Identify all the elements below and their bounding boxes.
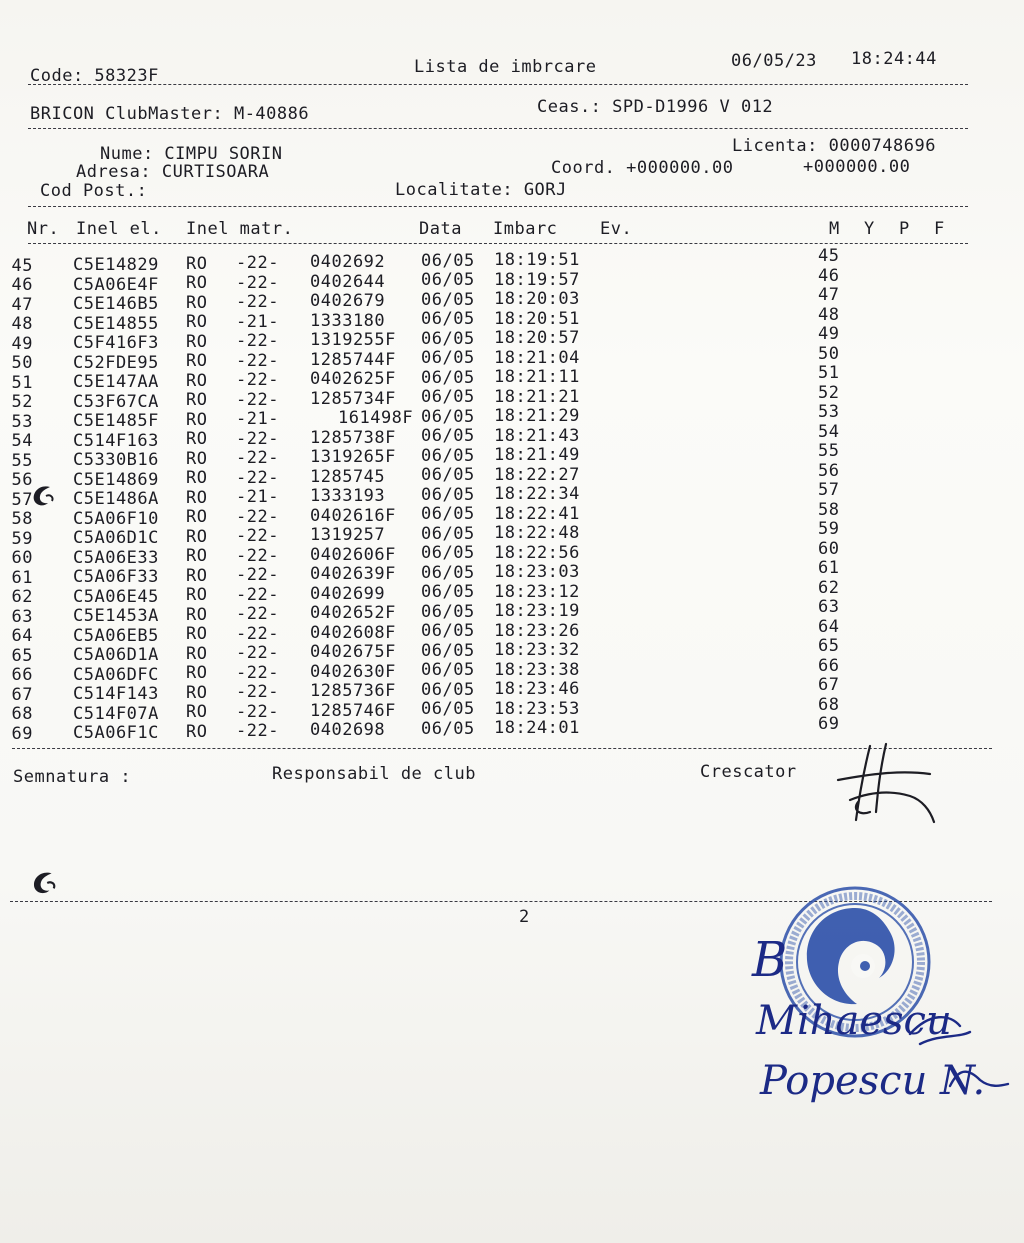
- row-number: 47: [11, 294, 33, 315]
- country-code: RO: [186, 351, 208, 372]
- electronic-ring: C514F163: [73, 430, 159, 451]
- coordinates-label: Coord. +000000.00: [551, 158, 734, 178]
- clock-date: 06/05: [421, 640, 475, 661]
- license-number: Licenta: 0000748696: [732, 136, 936, 156]
- breeder-label: Crescator: [700, 762, 797, 782]
- position-m: 47: [818, 285, 840, 306]
- clock-time: 18:23:03: [494, 562, 580, 583]
- country-code: RO: [186, 390, 208, 411]
- registration-ring: 0402606F: [310, 544, 396, 565]
- clock-date: 06/05: [421, 504, 475, 525]
- row-number: 62: [11, 587, 33, 608]
- clock-time: 18:22:27: [494, 464, 580, 485]
- registration-ring: 1319257: [310, 525, 386, 546]
- page-number: 2: [519, 907, 530, 927]
- club-label: BRICON ClubMaster: M-40886: [30, 104, 310, 124]
- column-header-m: M: [829, 219, 840, 239]
- row-number: 53: [11, 411, 33, 432]
- clock-date: 06/05: [421, 348, 475, 369]
- position-m: 53: [818, 402, 840, 423]
- clock-time: 18:21:49: [494, 445, 580, 466]
- clock-date: 06/05: [421, 328, 475, 349]
- row-number: 61: [11, 567, 33, 588]
- clock-date: 06/05: [421, 406, 475, 427]
- clock-time: 18:22:56: [494, 542, 580, 563]
- clock-date: 06/05: [421, 309, 475, 330]
- clock-time: 18:24:01: [494, 718, 580, 739]
- divider: [28, 243, 968, 244]
- position-m: 48: [818, 304, 840, 325]
- row-number: 60: [11, 548, 33, 569]
- country-code: RO: [186, 565, 208, 586]
- row-number: 68: [11, 704, 33, 725]
- divider: [28, 84, 968, 85]
- handwritten-name-2: Popescu N.: [760, 1058, 986, 1104]
- position-m: 49: [818, 324, 840, 345]
- position-m: 56: [818, 460, 840, 481]
- electronic-ring: C5E14869: [73, 469, 159, 490]
- row-number: 46: [11, 275, 33, 296]
- club-logo-icon: [30, 870, 58, 896]
- position-m: 62: [818, 577, 840, 598]
- registration-ring: 0402692: [310, 252, 386, 273]
- clock-time: 18:22:48: [494, 523, 580, 544]
- clock-date: 06/05: [421, 601, 475, 622]
- country-code: RO: [186, 370, 208, 391]
- country-code: RO: [186, 643, 208, 664]
- electronic-ring: C514F07A: [73, 703, 159, 724]
- electronic-ring: C5E14855: [73, 313, 159, 334]
- electronic-ring: C514F143: [73, 684, 159, 705]
- column-header-imbarc: Imbarc: [493, 219, 558, 239]
- clock-time: 18:21:43: [494, 425, 580, 446]
- electronic-ring: C5E146B5: [73, 294, 159, 315]
- row-number: 56: [11, 470, 33, 491]
- ring-year: -22-: [236, 682, 279, 703]
- position-m: 51: [818, 363, 840, 384]
- ring-year: -22-: [236, 253, 279, 274]
- handwritten-name-1: Mihaescu: [756, 998, 952, 1044]
- divider: [28, 206, 968, 207]
- clock-time: 18:23:19: [494, 601, 580, 622]
- ring-year: -22-: [236, 701, 279, 722]
- country-code: RO: [186, 312, 208, 333]
- clock-date: 06/05: [421, 445, 475, 466]
- ring-year: -22-: [236, 545, 279, 566]
- electronic-ring: C5A06E45: [73, 586, 159, 607]
- ring-year: -22-: [236, 331, 279, 352]
- clock-time: 18:21:29: [494, 406, 580, 427]
- clock-date: 06/05: [421, 426, 475, 447]
- clock-time: 18:20:57: [494, 328, 580, 349]
- divider: [28, 128, 968, 129]
- position-m: 67: [818, 675, 840, 696]
- clock-label: Ceas.: SPD-D1996 V 012: [537, 97, 774, 117]
- position-m: 66: [818, 655, 840, 676]
- clock-time: 18:21:11: [494, 367, 580, 388]
- ring-year: -22-: [236, 623, 279, 644]
- column-header-data: Data: [419, 219, 462, 239]
- electronic-ring: C52FDE95: [73, 352, 159, 373]
- clock-date: 06/05: [421, 582, 475, 603]
- club-logo-icon: [30, 484, 56, 508]
- row-number: 45: [11, 255, 33, 276]
- electronic-ring: C5330B16: [73, 450, 159, 471]
- ring-year: -22-: [236, 643, 279, 664]
- column-header-f: F: [934, 219, 945, 239]
- row-number: 48: [11, 314, 33, 335]
- ring-year: -22-: [236, 272, 279, 293]
- clock-date: 06/05: [421, 484, 475, 505]
- clock-date: 06/05: [421, 679, 475, 700]
- registration-ring: 0402616F: [310, 505, 396, 526]
- ring-year: -22-: [236, 467, 279, 488]
- clock-time: 18:21:21: [494, 386, 580, 407]
- position-m: 69: [818, 714, 840, 735]
- row-number: 67: [11, 684, 33, 705]
- clock-time: 18:20:03: [494, 289, 580, 310]
- row-number: 49: [11, 333, 33, 354]
- position-m: 59: [818, 519, 840, 540]
- signature-label: Semnatura :: [13, 767, 132, 787]
- electronic-ring: C5A06E4F: [73, 274, 159, 295]
- owner-address: Adresa: CURTISOARA: [76, 162, 270, 182]
- ring-year: -22-: [236, 526, 279, 547]
- registration-ring: 1319265F: [310, 447, 396, 468]
- clock-date: 06/05: [421, 270, 475, 291]
- clock-date: 06/05: [421, 621, 475, 642]
- handwritten-initial: B: [752, 932, 788, 988]
- code-label: Code: 58323F: [30, 66, 159, 86]
- country-code: RO: [186, 604, 208, 625]
- owner-name: Nume: CIMPU SORIN: [100, 144, 283, 164]
- column-header-ev: Ev.: [600, 219, 633, 239]
- position-m: 64: [818, 616, 840, 637]
- print-date: 06/05/23: [731, 51, 817, 71]
- row-number: 52: [11, 392, 33, 413]
- registration-ring: 161498F: [338, 408, 414, 429]
- clock-date: 06/05: [421, 562, 475, 583]
- locality-label: Localitate: GORJ: [395, 180, 567, 200]
- country-code: RO: [186, 292, 208, 313]
- clock-date: 06/05: [421, 387, 475, 408]
- registration-ring: 0402625F: [310, 369, 396, 390]
- clock-date: 06/05: [421, 660, 475, 681]
- registration-ring: 1285746F: [310, 700, 396, 721]
- electronic-ring: C53F67CA: [73, 391, 159, 412]
- breeder-signature: [830, 740, 950, 830]
- registration-ring: 0402675F: [310, 642, 396, 663]
- ring-year: -22-: [236, 428, 279, 449]
- clock-time: 18:23:12: [494, 581, 580, 602]
- position-m: 65: [818, 636, 840, 657]
- ring-year: -22-: [236, 506, 279, 527]
- position-m: 57: [818, 480, 840, 501]
- row-number: 63: [11, 606, 33, 627]
- country-code: RO: [186, 331, 208, 352]
- clock-date: 06/05: [421, 367, 475, 388]
- clock-date: 06/05: [421, 465, 475, 486]
- clock-time: 18:20:51: [494, 308, 580, 329]
- ring-year: -21-: [236, 487, 279, 508]
- row-number: 64: [11, 626, 33, 647]
- position-m: 45: [818, 246, 840, 267]
- clock-time: 18:23:38: [494, 659, 580, 680]
- row-number: 57: [11, 489, 33, 510]
- clock-time: 18:23:46: [494, 679, 580, 700]
- row-number: 54: [11, 431, 33, 452]
- row-number: 55: [11, 450, 33, 471]
- registration-ring: 1319255F: [310, 330, 396, 351]
- registration-ring: 0402608F: [310, 622, 396, 643]
- position-m: 55: [818, 441, 840, 462]
- registration-ring: 1285738F: [310, 427, 396, 448]
- clock-time: 18:21:04: [494, 347, 580, 368]
- electronic-ring: C5E1485F: [73, 411, 159, 432]
- electronic-ring: C5E14829: [73, 255, 159, 276]
- country-code: RO: [186, 585, 208, 606]
- country-code: RO: [186, 721, 208, 742]
- country-code: RO: [186, 253, 208, 274]
- country-code: RO: [186, 273, 208, 294]
- electronic-ring: C5A06F1C: [73, 723, 159, 744]
- position-m: 52: [818, 382, 840, 403]
- electronic-ring: C5E1486A: [73, 489, 159, 510]
- position-m: 63: [818, 597, 840, 618]
- column-header-y: Y: [864, 219, 875, 239]
- clock-time: 18:19:57: [494, 269, 580, 290]
- country-code: RO: [186, 682, 208, 703]
- registration-ring: 0402699: [310, 583, 386, 604]
- electronic-ring: C5A06F33: [73, 567, 159, 588]
- registration-ring: 1285745: [310, 466, 386, 487]
- clock-time: 18:22:34: [494, 484, 580, 505]
- column-header-p: P: [899, 219, 910, 239]
- country-code: RO: [186, 663, 208, 684]
- row-number: 66: [11, 665, 33, 686]
- electronic-ring: C5A06E33: [73, 547, 159, 568]
- ring-year: -22-: [236, 350, 279, 371]
- coordinates-value: +000000.00: [803, 157, 911, 177]
- country-code: RO: [186, 468, 208, 489]
- electronic-ring: C5A06F10: [73, 508, 159, 529]
- position-m: 46: [818, 265, 840, 286]
- country-code: RO: [186, 702, 208, 723]
- document-title: Lista de imbrcare: [414, 57, 597, 77]
- clock-date: 06/05: [421, 250, 475, 271]
- clock-time: 18:23:26: [494, 620, 580, 641]
- clock-time: 18:19:51: [494, 250, 580, 271]
- registration-ring: 1333193: [310, 486, 386, 507]
- clock-time: 18:23:53: [494, 698, 580, 719]
- country-code: RO: [186, 429, 208, 450]
- column-header-nr: Nr.: [27, 219, 60, 239]
- registration-ring: 0402698: [310, 720, 386, 741]
- clock-date: 06/05: [421, 543, 475, 564]
- row-number: 58: [11, 509, 33, 530]
- column-header-inel-matr: Inel matr.: [186, 219, 294, 239]
- registration-ring: 1333180: [310, 310, 386, 331]
- ring-year: -22-: [236, 604, 279, 625]
- registration-ring: 0402679: [310, 291, 386, 312]
- clock-time: 18:22:41: [494, 503, 580, 524]
- ring-year: -22-: [236, 448, 279, 469]
- registration-ring: 1285736F: [310, 681, 396, 702]
- clock-date: 06/05: [421, 289, 475, 310]
- clock-date: 06/05: [421, 523, 475, 544]
- handwritten-flourish: [900, 1004, 1010, 1104]
- registration-ring: 0402630F: [310, 661, 396, 682]
- registration-ring: 0402652F: [310, 603, 396, 624]
- ring-year: -21-: [236, 311, 279, 332]
- position-m: 61: [818, 558, 840, 579]
- electronic-ring: C5A06D1A: [73, 645, 159, 666]
- ring-year: -22-: [236, 584, 279, 605]
- row-number: 65: [11, 645, 33, 666]
- country-code: RO: [186, 624, 208, 645]
- postal-code-label: Cod Post.:: [40, 181, 148, 201]
- country-code: RO: [186, 507, 208, 528]
- row-number: 59: [11, 528, 33, 549]
- electronic-ring: C5A06DFC: [73, 664, 159, 685]
- electronic-ring: C5F416F3: [73, 333, 159, 354]
- registration-ring: 0402644: [310, 271, 386, 292]
- registration-ring: 1285734F: [310, 388, 396, 409]
- electronic-ring: C5E1453A: [73, 606, 159, 627]
- country-code: RO: [186, 409, 208, 430]
- ring-year: -22-: [236, 292, 279, 313]
- position-m: 68: [818, 694, 840, 715]
- electronic-ring: C5A06D1C: [73, 528, 159, 549]
- country-code: RO: [186, 526, 208, 547]
- ring-year: -22-: [236, 389, 279, 410]
- clock-date: 06/05: [421, 718, 475, 739]
- registration-ring: 0402639F: [310, 564, 396, 585]
- club-responsible-label: Responsabil de club: [272, 764, 476, 784]
- position-m: 58: [818, 499, 840, 520]
- electronic-ring: C5A06EB5: [73, 625, 159, 646]
- electronic-ring: C5E147AA: [73, 372, 159, 393]
- ring-year: -21-: [236, 409, 279, 430]
- position-m: 60: [818, 538, 840, 559]
- clock-time: 18:23:32: [494, 640, 580, 661]
- country-code: RO: [186, 487, 208, 508]
- row-number: 51: [11, 372, 33, 393]
- position-m: 54: [818, 421, 840, 442]
- ring-year: -22-: [236, 370, 279, 391]
- country-code: RO: [186, 448, 208, 469]
- ring-year: -22-: [236, 565, 279, 586]
- ring-year: -22-: [236, 721, 279, 742]
- position-m: 50: [818, 343, 840, 364]
- row-number: 50: [11, 353, 33, 374]
- row-number: 69: [11, 723, 33, 744]
- print-time: 18:24:44: [851, 49, 937, 69]
- ring-year: -22-: [236, 662, 279, 683]
- column-header-inel-el: Inel el.: [76, 219, 162, 239]
- clock-date: 06/05: [421, 699, 475, 720]
- registration-ring: 1285744F: [310, 349, 396, 370]
- country-code: RO: [186, 546, 208, 567]
